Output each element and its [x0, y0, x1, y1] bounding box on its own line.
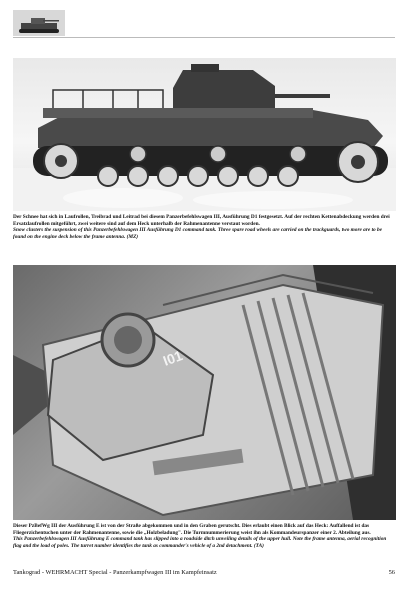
caption-top-english: Snow clusters the suspension of this Panzerbefehlswagen III Ausführung D1 command tank. Three spare road wheels are carried on the trackguards, two more are to be found on the engine deck below the frame antenna. (MZ) [13, 227, 383, 240]
page-number: 56 [388, 569, 395, 576]
header-tank-thumbnail [13, 10, 65, 36]
caption-bottom-german: Dieser PzBefWg III der Ausführung E ist von der Straße abgekommen und in den Graben gerutscht. Dies erlaubt einen Blick auf das Heck: Auffallend ist das Fliegerzichentuchen unter der Rahmenantenne, sowie die „Holzbeladung". Die Turmnummerierung weist ihn als Kommandeurspanzer einer 2. Abteilung aus. [13, 523, 371, 536]
header-rule [13, 37, 395, 38]
tank-e-illustration [13, 265, 396, 520]
photo-command-tank-ditch [13, 265, 396, 520]
tank-d1-illustration [13, 58, 396, 211]
photo-command-tank-snow [13, 58, 396, 211]
footer-publication: Tankograd - WEHRMACHT Special - Panzerkampfwagen III im Kampfeinsatz [13, 569, 217, 576]
page-footer [13, 569, 395, 576]
caption-top-german: Der Schnee hat sich in Laufrollen, Treibrad und Leitrad bei diesem Panzerbefehlswagen III, Ausführung D1 festgesetzt. Auf der rechten Kettenabdeckung werden drei Ersatzlaufrollen mitgeführt, zwei weitere sind auf dem Heck unterhalb der Rahmenantenne verstaut worden. [13, 214, 390, 227]
caption-top [13, 214, 394, 240]
caption-bottom-english: This Panzerbefehlswagen III Ausführung E command tank has slipped into a roadside ditch unveiling details of the upper hull. Note the frame antenna, aerial recognition flag and the load of poles. The turret number identifies the tank as commander's vehicle of a 2nd detachment. (TA) [13, 536, 387, 549]
caption-bottom [13, 523, 394, 549]
turret-number: I01 [160, 347, 185, 369]
